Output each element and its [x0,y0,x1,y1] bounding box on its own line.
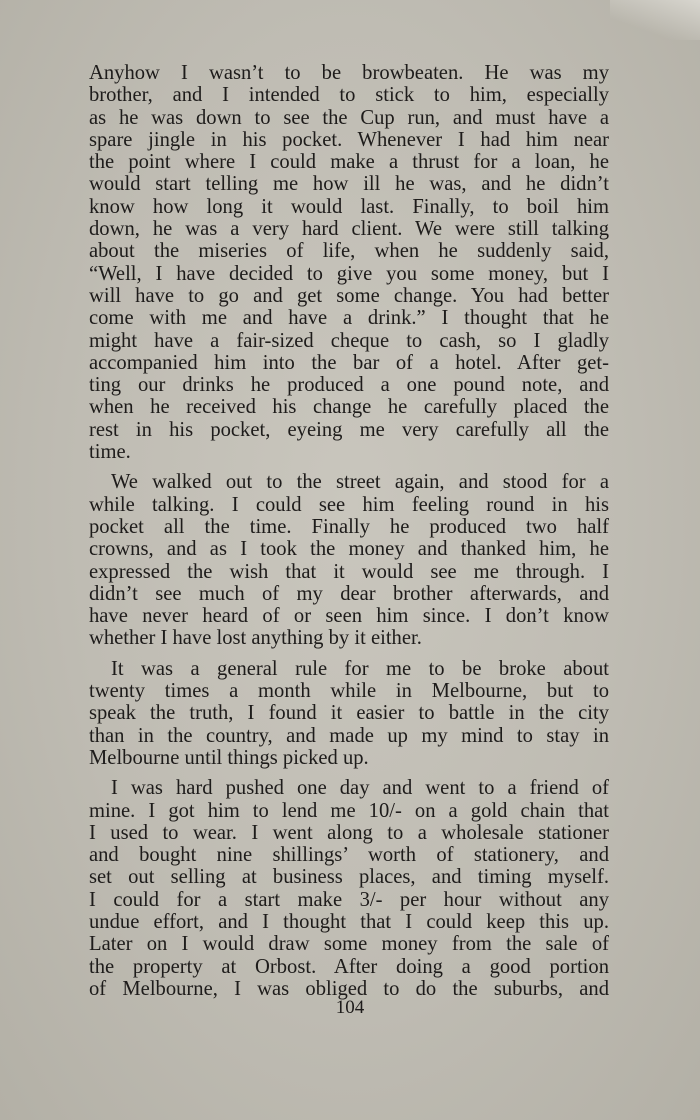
paragraph [89,658,609,769]
text-line: come with me and have a drink.” I thought that he [89,307,609,330]
paragraph [89,777,609,1000]
text-line: have never heard of or seen him since. I don’t know [89,605,609,628]
text-line: time. [89,441,131,464]
text-line: and bought nine shillings’ worth of stationery, and [89,844,609,867]
text-line: about the miseries of life, when he suddenly said, [89,240,609,263]
body-text [89,62,609,1008]
text-line: undue effort, and I thought that I could keep this up. [89,910,609,933]
text-line: Anyhow I wasn’t to be browbeaten. He was my [89,62,609,84]
text-line: ting our drinks he produced a one pound note, and [89,374,609,397]
text-line: mine. I got him to lend me 10/- on a gold chain that [89,799,609,822]
text-line: accompanied him into the bar of a hotel. After get- [89,351,609,374]
text-line: I used to wear. I went along to a wholesale stationer [89,821,609,844]
text-line: when he received his change he carefully placed the [89,396,609,419]
text-line: twenty times a month while in Melbourne, but to [89,680,609,703]
text-line: of Melbourne, I was obliged to do the suburbs, and [89,977,609,1000]
text-line: the point where I could make a thrust for a loan, he [89,151,609,174]
text-line: down, he was a very hard client. We were still talking [89,218,609,241]
text-line: I could for a start make 3/- per hour without any [89,888,609,911]
text-line: “Well, I have decided to give you some money, but I [89,262,609,285]
text-line: might have a fair-sized cheque to cash, so I gladly [89,329,609,352]
text-line: whether I have lost anything by it either. [89,627,422,650]
text-line: spare jingle in his pocket. Whenever I had him near [89,128,609,151]
text-line: while talking. I could see him feeling round in his [89,493,609,516]
text-line: We walked out to the street again, and stood for a [111,471,609,494]
text-line: pocket all the time. Finally he produced two half [89,515,609,538]
text-line: set out selling at business places, and timing myself. [89,866,609,889]
text-line: as he was down to see the Cup run, and must have a [89,106,609,129]
text-line: would start telling me how ill he was, and he didn’t [89,173,609,196]
paragraph [89,471,609,649]
text-line: didn’t see much of my dear brother afterwards, and [89,582,609,605]
text-line: than in the country, and made up my mind to stay in [89,724,609,747]
text-line: expressed the wish that it would see me through. I [89,560,609,583]
text-line: know how long it would last. Finally, to boil him [89,195,609,218]
text-line: rest in his pocket, eyeing me very carefully all the [89,418,609,441]
text-line: I was hard pushed one day and went to a friend of [111,777,609,800]
text-line: Later on I would draw some money from the sale of [89,933,609,956]
page-number: 104 [335,997,365,1018]
text-line: the property at Orbost. After doing a good portion [89,955,609,978]
text-line: It was a general rule for me to be broke about [111,657,609,680]
text-line: brother, and I intended to stick to him, especially [89,84,609,107]
text-line: crowns, and as I took the money and thanked him, he [89,538,609,561]
paragraph [89,62,609,463]
text-line: Melbourne until things picked up. [89,746,369,769]
text-line: will have to go and get some change. You had better [89,284,609,307]
text-line: speak the truth, I found it easier to battle in the city [89,702,609,725]
